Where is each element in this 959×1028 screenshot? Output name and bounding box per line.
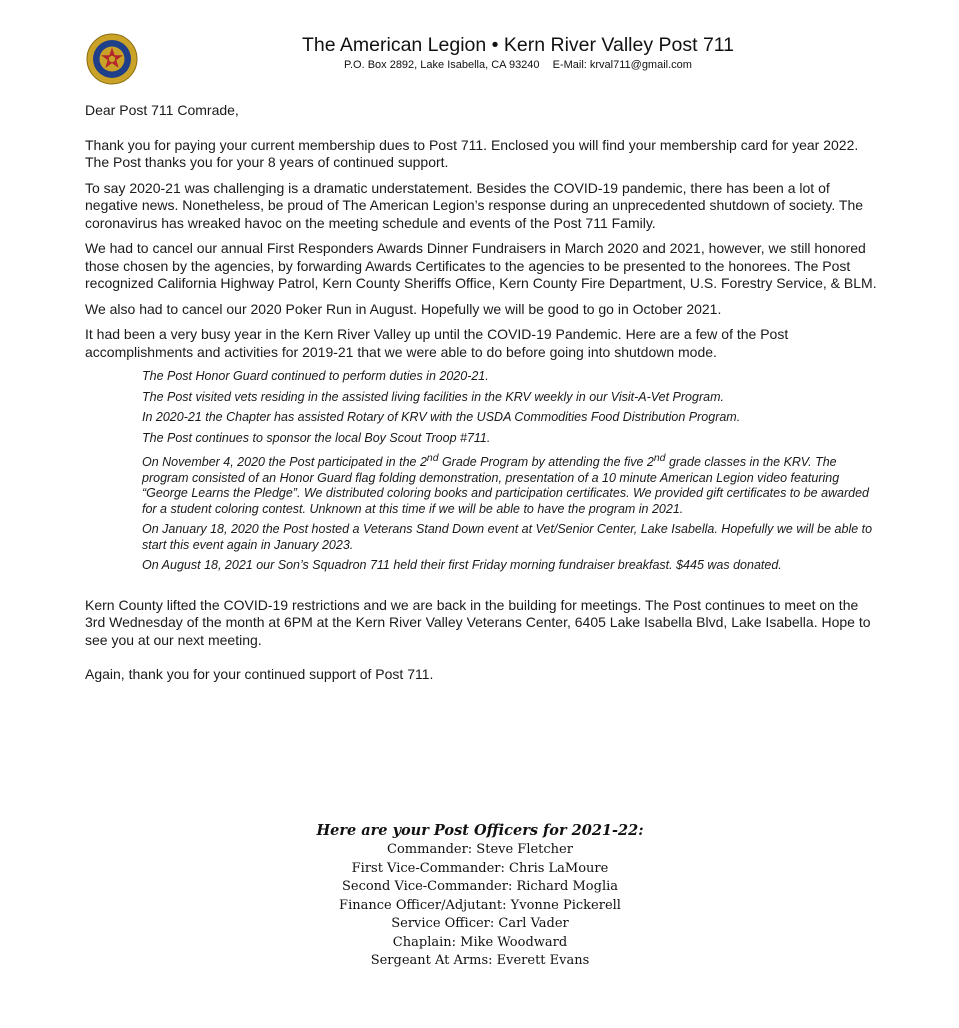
paragraph-challenges: To say 2020-21 was challenging is a dramatic understatement. Besides the COVID-19 pandemic, there has been a lot of negative news. Nonetheless, be proud of The American Legion’s response during an unprecedented shutdown of society. The coronavirus has wreaked havoc on the meeting schedule and events of the Post 711 Family.	[85, 179, 864, 231]
paragraph-awards-dinner: We had to cancel our annual First Responders Awards Dinner Fundraisers in March 2020 and 2021, however, we still honored those chosen by the agencies, by forwarding Awards Certificates to the agencies to be presented to the honorees. The Post recognized California Highway Patrol, Kern County Sheriffs Office, Kern County Fire Department, U.S. Forestry Service, & BLM.	[85, 240, 877, 291]
officers-heading: Here are your Post Officers for 2021-22:	[316, 822, 644, 839]
officer-chaplain: Chaplain: Mike Woodward	[392, 934, 568, 950]
letterhead	[180, 34, 856, 72]
activity-honor-guard: The Post Honor Guard continued to perform duties in 2020-21.	[142, 369, 489, 383]
activity-text-part: Grade Program by attending the five 2	[438, 455, 654, 470]
activity-fundraiser-breakfast: On August 18, 2021 our Son’s Squadron 711 held their first Friday morning fundraiser breakfast. $445 was donated.	[142, 558, 782, 573]
officer-commander: Commander: Steve Fletcher	[387, 842, 573, 857]
post-officers	[260, 821, 700, 971]
officer-sergeant-at-arms: Sergeant At Arms: Everett Evans	[370, 953, 590, 968]
officer-finance-adjutant: Finance Officer/Adjutant: Yvonne Pickerell	[339, 897, 621, 913]
paragraph-meetings: Kern County lifted the COVID-19 restrictions and we are back in the building for meetings. The Post continues to meet on the 3rd Wednesday of the month at 6PM at the Kern River Valley Veterans Center, 6405 Lake Isabella Blvd, Lake Isabella. Hope to see you at our next meeting.	[85, 596, 871, 648]
letter-body	[85, 102, 880, 692]
activity-stand-down: On January 18, 2020 the Post hosted a Veterans Stand Down event at Vet/Senior Center, Lake Isabella. Hopefully we will be able to start this event again in January 2023.	[142, 522, 873, 552]
activity-text-part: grade classes in the KRV. The program consisted of an Honor Guard flag folding demonstration, presentation of a 10 minute American Legion video featuring “George Learns the Pledge”. We distributed coloring books and participation certificates. We provided gift certificates to be awarded for a student coloring contest. Unknown at this time if we will be able to have the program in 2021.	[142, 455, 870, 516]
ordinal-suffix: nd	[653, 453, 666, 464]
letterhead-contact	[180, 58, 856, 72]
paragraph-membership: Thank you for paying your current membership dues to Post 711. Enclosed you will find your membership card for year 2022. The Post thanks you for your 8 years of continued support.	[85, 136, 859, 170]
activity-food-distribution: In 2020-21 the Chapter has assisted Rotary of KRV with the USDA Commodities Food Distribution Program.	[142, 410, 741, 424]
letterhead-title: The American Legion • Kern River Valley Post 711	[301, 34, 735, 56]
ordinal-suffix: nd	[426, 453, 439, 464]
activity-visit-a-vet: The Post visited vets residing in the assisted living facilities in the KRV weekly in our Visit-A-Vet Program.	[142, 389, 724, 404]
officer-service: Service Officer: Carl Vader	[391, 916, 569, 931]
paragraph-poker-run: We also had to cancel our 2020 Poker Run in August. Hopefully we will be good to go in October 2021.	[85, 300, 722, 317]
paragraph-activities-intro: It had been a very busy year in the Kern River Valley up until the COVID-19 Pandemic. Here are a few of the Post accomplishments and activities for 2019-21 that we were able to do before going into shutdown mode.	[85, 326, 789, 360]
activity-boy-scouts: The Post continues to sponsor the local Boy Scout Troop #711.	[142, 430, 491, 445]
greeting: Dear Post 711 Comrade,	[85, 102, 239, 118]
american-legion-emblem-icon	[86, 33, 138, 85]
closing-line: Again, thank you for your continued support of Post 711.	[85, 666, 434, 683]
post-email: E-Mail: krval711@gmail.com	[552, 59, 692, 71]
activity-text-part: On November 4, 2020 the Post participated in the 2	[142, 455, 427, 470]
activity-second-grade-program	[142, 451, 880, 517]
officer-second-vice-commander: Second Vice-Commander: Richard Moglia	[341, 879, 619, 894]
activities-list	[142, 369, 880, 574]
officer-first-vice-commander: First Vice-Commander: Chris LaMoure	[351, 860, 609, 876]
post-address: P.O. Box 2892, Lake Isabella, CA 93240	[344, 59, 540, 71]
